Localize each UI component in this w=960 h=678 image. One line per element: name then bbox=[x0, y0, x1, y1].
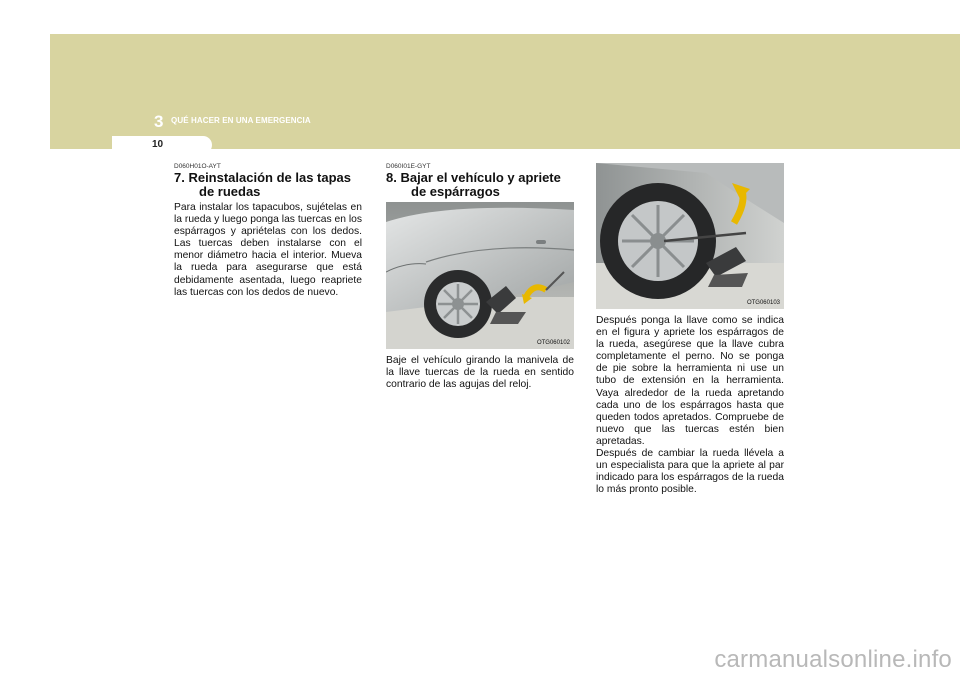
header-band bbox=[50, 34, 960, 149]
section-body: Para instalar los tapacubos, sujételas en la rueda y luego ponga las tuercas en los espárragos y apriételas con los dedos. Las tuercas deben instalarse con el menor diámetro hacia el interior. Mueva la rueda para asegurarse que está debidamente asentada, luego reapriete las tuercas con los dedos de nuevo. bbox=[174, 202, 362, 298]
figure-label: OTG060103 bbox=[746, 300, 780, 306]
chapter-number: 3 bbox=[154, 112, 164, 131]
page-number: 10 bbox=[152, 139, 164, 150]
section-reinstall-hubcaps bbox=[174, 163, 362, 299]
section-heading: 7. Reinstalación de las tapas de ruedas bbox=[174, 170, 352, 199]
wheel-nut-tightening-illustration bbox=[596, 163, 784, 309]
section-body: Después ponga la llave como se indica en el figura y apriete los espárragos de la rueda, asegúrese que la llave cubra completamente el perno. No se ponga de pie sobre la herramienta ni use un tubo de extensión en la herramienta. Vaya alrededor de la rueda apretando cada uno de los espárragos hasta que queden todos apretados. Compruebe de nuevo que las tuercas estén bien apretadas. bbox=[596, 315, 784, 447]
section-body: Baje el vehículo girando la manivela de la llave tuercas de la rueda en sentido contrario de las agujas del reloj. bbox=[386, 355, 574, 391]
section-code: D060I01E-GYT bbox=[386, 163, 431, 170]
figure-tighten-nuts bbox=[596, 163, 784, 309]
chapter-title: QUÉ HACER EN UNA EMERGENCIA bbox=[171, 116, 311, 125]
car-jack-lowering-illustration bbox=[386, 202, 574, 349]
section-tighten-nuts bbox=[596, 163, 784, 496]
section-lower-vehicle bbox=[386, 163, 574, 391]
section-code: D060H01O-AYT bbox=[174, 163, 221, 170]
section-body-2: Después de cambiar la rueda llévela a un especialista para que la apriete al par indicado para los espárragos de la rueda lo más pronto posible. bbox=[596, 448, 784, 496]
figure-label: OTG060102 bbox=[536, 340, 570, 346]
figure-lower-vehicle bbox=[386, 202, 574, 349]
section-heading: 8. Bajar el vehículo y apriete de espárragos bbox=[386, 170, 561, 199]
watermark: carmanualsonline.info bbox=[714, 646, 952, 673]
